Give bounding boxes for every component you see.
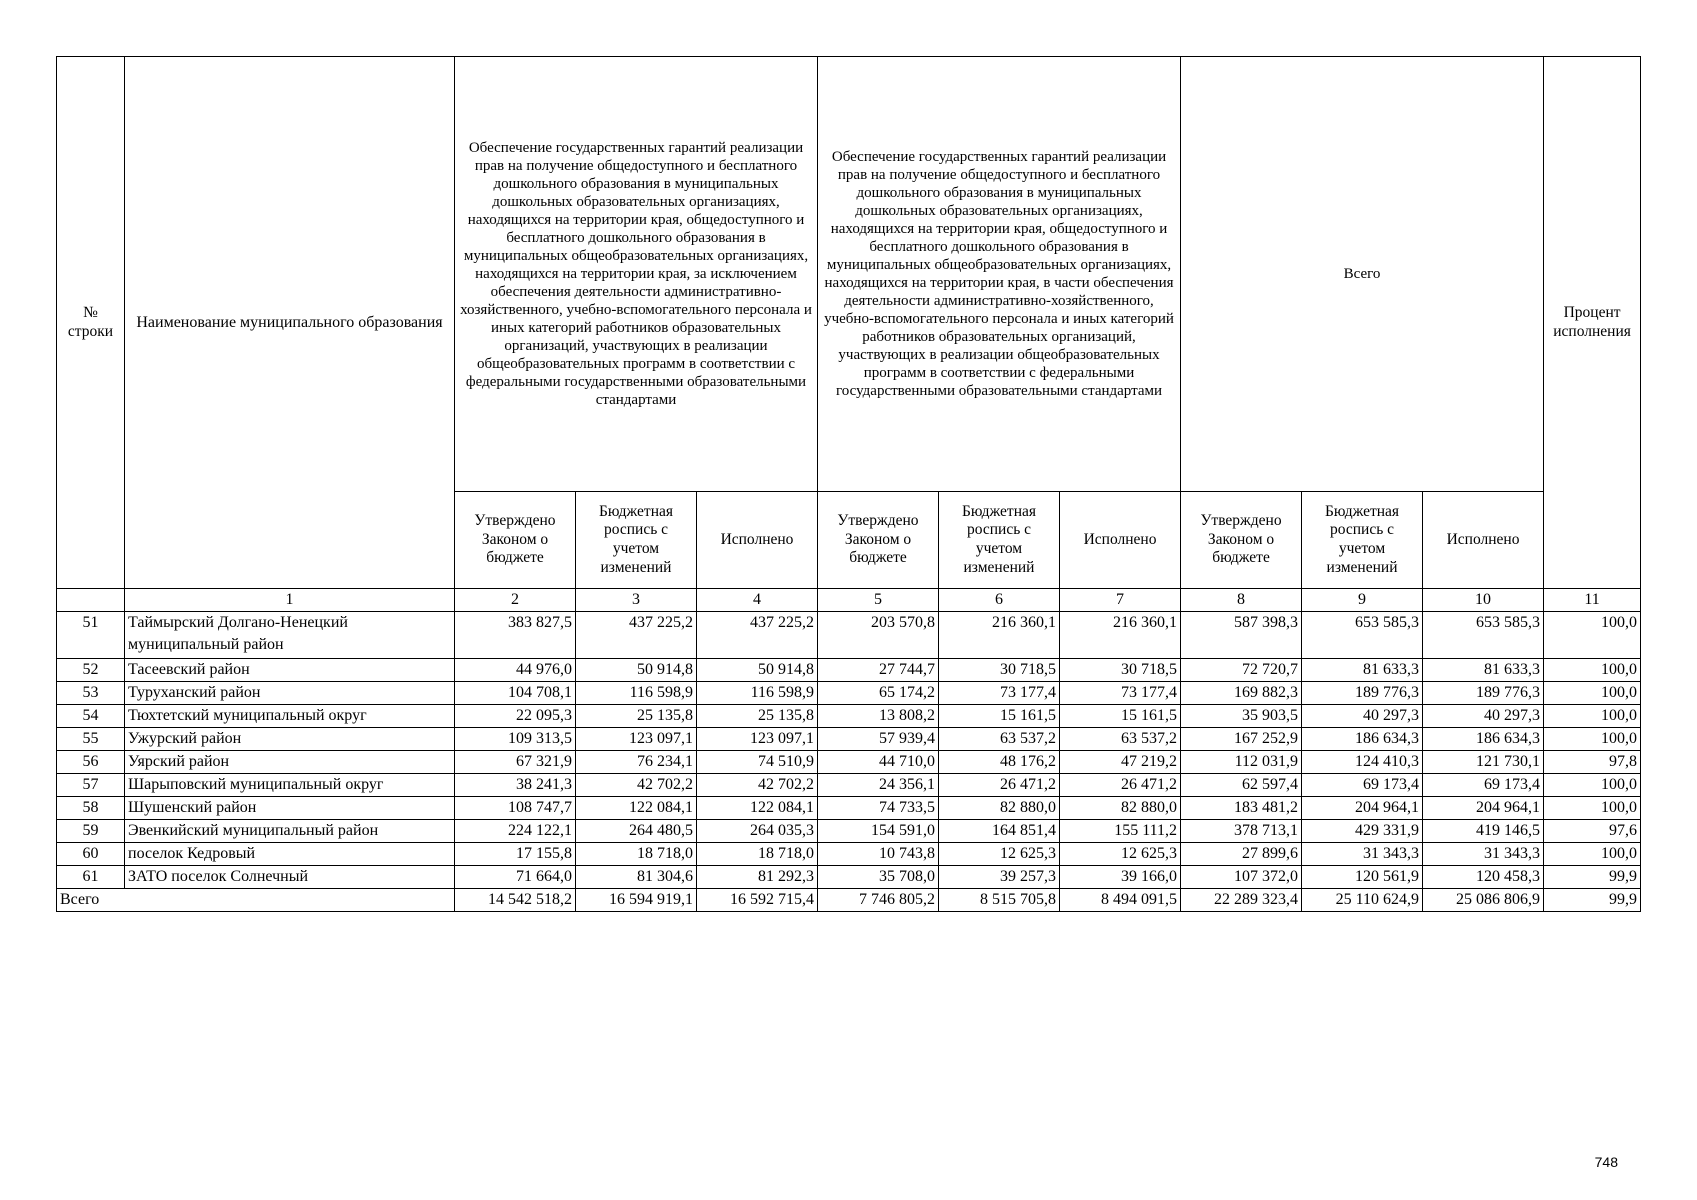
- column-number: 3: [576, 589, 697, 612]
- cell-value: 189 776,3: [1302, 682, 1423, 705]
- cell-value: 107 372,0: [1181, 866, 1302, 889]
- column-number: 4: [697, 589, 818, 612]
- row-number: 51: [57, 612, 125, 659]
- column-number: 6: [939, 589, 1060, 612]
- cell-value: 437 225,2: [697, 612, 818, 659]
- total-value: 22 289 323,4: [1181, 889, 1302, 912]
- cell-percent: 100,0: [1544, 612, 1641, 659]
- header-budget: Бюджетная роспись с учетом изменений: [939, 492, 1060, 589]
- header-approved: Утверждено Законом о бюджете: [818, 492, 939, 589]
- cell-percent: 97,8: [1544, 751, 1641, 774]
- cell-value: 76 234,1: [576, 751, 697, 774]
- cell-value: 419 146,5: [1423, 820, 1544, 843]
- cell-value: 155 111,2: [1060, 820, 1181, 843]
- cell-value: 71 664,0: [455, 866, 576, 889]
- table-row: [57, 774, 1641, 797]
- cell-percent: 100,0: [1544, 728, 1641, 751]
- cell-value: 204 964,1: [1423, 797, 1544, 820]
- table-header: [57, 57, 1641, 589]
- table-row: [57, 705, 1641, 728]
- cell-value: 81 304,6: [576, 866, 697, 889]
- row-number: 61: [57, 866, 125, 889]
- total-value: 16 594 919,1: [576, 889, 697, 912]
- cell-percent: 100,0: [1544, 659, 1641, 682]
- cell-value: 120 561,9: [1302, 866, 1423, 889]
- cell-value: 57 939,4: [818, 728, 939, 751]
- cell-value: 15 161,5: [1060, 705, 1181, 728]
- cell-value: 63 537,2: [1060, 728, 1181, 751]
- total-value: 25 110 624,9: [1302, 889, 1423, 912]
- cell-value: 63 537,2: [939, 728, 1060, 751]
- header-budget: Бюджетная роспись с учетом изменений: [576, 492, 697, 589]
- row-number: 57: [57, 774, 125, 797]
- municipality-name: ЗАТО поселок Солнечный: [125, 866, 455, 889]
- cell-value: 12 625,3: [939, 843, 1060, 866]
- table-row: [57, 659, 1641, 682]
- row-number: 58: [57, 797, 125, 820]
- row-number: 59: [57, 820, 125, 843]
- cell-value: 35 903,5: [1181, 705, 1302, 728]
- cell-value: 74 733,5: [818, 797, 939, 820]
- cell-value: 429 331,9: [1302, 820, 1423, 843]
- cell-value: 13 808,2: [818, 705, 939, 728]
- cell-value: 587 398,3: [1181, 612, 1302, 659]
- total-value: 25 086 806,9: [1423, 889, 1544, 912]
- cell-value: 17 155,8: [455, 843, 576, 866]
- column-number: 2: [455, 589, 576, 612]
- cell-value: 169 882,3: [1181, 682, 1302, 705]
- table-row: [57, 751, 1641, 774]
- row-number: 53: [57, 682, 125, 705]
- table-body: [57, 589, 1641, 912]
- cell-value: 123 097,1: [697, 728, 818, 751]
- row-number: 52: [57, 659, 125, 682]
- total-value: 8 515 705,8: [939, 889, 1060, 912]
- column-number: 10: [1423, 589, 1544, 612]
- total-value: 7 746 805,2: [818, 889, 939, 912]
- cell-value: 50 914,8: [576, 659, 697, 682]
- cell-value: 121 730,1: [1423, 751, 1544, 774]
- cell-value: 73 177,4: [1060, 682, 1181, 705]
- cell-value: 27 744,7: [818, 659, 939, 682]
- header-group-1: Обеспечение государственных гарантий реализации прав на получение общедоступного и бесплатного дошкольного образования в муниципальных дошкольных образовательных организациях, находящихся на территории края, общедоступного и бесплатного дошкольного образования в муниципальных общеобразовательных организациях, находящихся на территории края, за исключением обеспечения деятельности административно-хозяйственного, учебно-вспомогательного персонала и иных категорий работников образовательных организаций, участвующих в реализации общеобразовательных программ в соответствии с федеральными государственными образовательными стандартами: [455, 57, 818, 492]
- row-number: 60: [57, 843, 125, 866]
- cell-value: 120 458,3: [1423, 866, 1544, 889]
- cell-value: 62 597,4: [1181, 774, 1302, 797]
- cell-percent: 100,0: [1544, 774, 1641, 797]
- cell-value: 437 225,2: [576, 612, 697, 659]
- header-percent: Процент исполнения: [1544, 57, 1641, 589]
- cell-value: 82 880,0: [1060, 797, 1181, 820]
- cell-value: 26 471,2: [939, 774, 1060, 797]
- cell-value: 116 598,9: [576, 682, 697, 705]
- column-number: 1: [125, 589, 455, 612]
- cell-value: 18 718,0: [576, 843, 697, 866]
- cell-value: 47 219,2: [1060, 751, 1181, 774]
- row-number: 54: [57, 705, 125, 728]
- cell-value: 203 570,8: [818, 612, 939, 659]
- cell-value: 383 827,5: [455, 612, 576, 659]
- cell-value: 48 176,2: [939, 751, 1060, 774]
- cell-value: 116 598,9: [697, 682, 818, 705]
- header-executed: Исполнено: [1060, 492, 1181, 589]
- table-row: [57, 612, 1641, 659]
- municipality-name: Тасеевский район: [125, 659, 455, 682]
- cell-value: 38 241,3: [455, 774, 576, 797]
- municipality-name: Ужурский район: [125, 728, 455, 751]
- cell-value: 122 084,1: [576, 797, 697, 820]
- cell-value: 44 710,0: [818, 751, 939, 774]
- cell-value: 39 166,0: [1060, 866, 1181, 889]
- header-group-2: Обеспечение государственных гарантий реализации прав на получение общедоступного и бесплатного дошкольного образования в муниципальных дошкольных образовательных организациях, находящихся на территории края, общедоступного и бесплатного дошкольного образования в муниципальных общеобразовательных организациях, находящихся на территории края, в части обеспечения деятельности административно-хозяйственного, учебно-вспомогательного персонала и иных категорий работников образовательных организаций, участвующих в реализации общеобразовательных программ в соответствии с федеральными государственными образовательными стандартами: [818, 57, 1181, 492]
- municipality-name: Уярский район: [125, 751, 455, 774]
- total-percent: 99,9: [1544, 889, 1641, 912]
- budget-execution-table: [56, 56, 1641, 912]
- cell-value: 186 634,3: [1423, 728, 1544, 751]
- table-row: [57, 797, 1641, 820]
- cell-value: 40 297,3: [1423, 705, 1544, 728]
- total-value: 8 494 091,5: [1060, 889, 1181, 912]
- cell-value: 15 161,5: [939, 705, 1060, 728]
- cell-value: 81 633,3: [1423, 659, 1544, 682]
- cell-value: 189 776,3: [1423, 682, 1544, 705]
- cell-value: 25 135,8: [697, 705, 818, 728]
- cell-value: 124 410,3: [1302, 751, 1423, 774]
- cell-value: 67 321,9: [455, 751, 576, 774]
- table-row: [57, 843, 1641, 866]
- cell-value: 224 122,1: [455, 820, 576, 843]
- cell-value: 31 343,3: [1302, 843, 1423, 866]
- column-number: 9: [1302, 589, 1423, 612]
- header-row-number: № строки: [57, 57, 125, 589]
- cell-percent: 100,0: [1544, 843, 1641, 866]
- header-executed: Исполнено: [697, 492, 818, 589]
- cell-value: 40 297,3: [1302, 705, 1423, 728]
- column-number: 11: [1544, 589, 1641, 612]
- column-number: 8: [1181, 589, 1302, 612]
- municipality-name: поселок Кедровый: [125, 843, 455, 866]
- cell-value: 122 084,1: [697, 797, 818, 820]
- cell-value: 26 471,2: [1060, 774, 1181, 797]
- cell-value: 30 718,5: [939, 659, 1060, 682]
- cell-value: 42 702,2: [576, 774, 697, 797]
- cell-value: 39 257,3: [939, 866, 1060, 889]
- header-executed: Исполнено: [1423, 492, 1544, 589]
- cell-percent: 99,9: [1544, 866, 1641, 889]
- cell-value: 44 976,0: [455, 659, 576, 682]
- row-number: 56: [57, 751, 125, 774]
- cell-value: 35 708,0: [818, 866, 939, 889]
- cell-value: 167 252,9: [1181, 728, 1302, 751]
- municipality-name: Эвенкийский муниципальный район: [125, 820, 455, 843]
- cell-value: 653 585,3: [1302, 612, 1423, 659]
- column-number-blank: [57, 589, 125, 612]
- cell-value: 216 360,1: [1060, 612, 1181, 659]
- cell-value: 24 356,1: [818, 774, 939, 797]
- total-value: 14 542 518,2: [455, 889, 576, 912]
- cell-value: 27 899,6: [1181, 843, 1302, 866]
- table-row: [57, 682, 1641, 705]
- cell-value: 42 702,2: [697, 774, 818, 797]
- cell-value: 164 851,4: [939, 820, 1060, 843]
- column-number-row: [57, 589, 1641, 612]
- municipality-name: Туруханский район: [125, 682, 455, 705]
- cell-percent: 100,0: [1544, 705, 1641, 728]
- cell-value: 81 292,3: [697, 866, 818, 889]
- cell-value: 30 718,5: [1060, 659, 1181, 682]
- cell-value: 653 585,3: [1423, 612, 1544, 659]
- cell-value: 82 880,0: [939, 797, 1060, 820]
- cell-value: 69 173,4: [1423, 774, 1544, 797]
- header-group-total: Всего: [1181, 57, 1544, 492]
- municipality-name: Шарыповский муниципальный округ: [125, 774, 455, 797]
- cell-value: 81 633,3: [1302, 659, 1423, 682]
- cell-percent: 100,0: [1544, 682, 1641, 705]
- header-budget: Бюджетная роспись с учетом изменений: [1302, 492, 1423, 589]
- cell-value: 69 173,4: [1302, 774, 1423, 797]
- municipality-name: Тюхтетский муниципальный округ: [125, 705, 455, 728]
- header-municipality-name: Наименование муниципального образования: [125, 57, 455, 589]
- row-number: 55: [57, 728, 125, 751]
- cell-value: 112 031,9: [1181, 751, 1302, 774]
- column-number: 7: [1060, 589, 1181, 612]
- municipality-name: Таймырский Долгано-Ненецкий муниципальный район: [125, 612, 455, 659]
- cell-value: 10 743,8: [818, 843, 939, 866]
- cell-value: 216 360,1: [939, 612, 1060, 659]
- cell-value: 204 964,1: [1302, 797, 1423, 820]
- cell-value: 73 177,4: [939, 682, 1060, 705]
- table-row: [57, 728, 1641, 751]
- page-number: 748: [1594, 1154, 1618, 1170]
- cell-value: 22 095,3: [455, 705, 576, 728]
- cell-value: 74 510,9: [697, 751, 818, 774]
- cell-value: 378 713,1: [1181, 820, 1302, 843]
- total-label: Всего: [57, 889, 455, 912]
- table-row: [57, 866, 1641, 889]
- column-number: 5: [818, 589, 939, 612]
- cell-value: 109 313,5: [455, 728, 576, 751]
- cell-value: 65 174,2: [818, 682, 939, 705]
- header-approved: Утверждено Законом о бюджете: [455, 492, 576, 589]
- cell-value: 186 634,3: [1302, 728, 1423, 751]
- cell-value: 104 708,1: [455, 682, 576, 705]
- header-approved: Утверждено Законом о бюджете: [1181, 492, 1302, 589]
- cell-value: 18 718,0: [697, 843, 818, 866]
- cell-value: 72 720,7: [1181, 659, 1302, 682]
- cell-value: 31 343,3: [1423, 843, 1544, 866]
- cell-value: 108 747,7: [455, 797, 576, 820]
- cell-value: 264 480,5: [576, 820, 697, 843]
- municipality-name: Шушенский район: [125, 797, 455, 820]
- cell-value: 264 035,3: [697, 820, 818, 843]
- cell-value: 183 481,2: [1181, 797, 1302, 820]
- table-row: [57, 820, 1641, 843]
- cell-percent: 97,6: [1544, 820, 1641, 843]
- cell-value: 123 097,1: [576, 728, 697, 751]
- cell-value: 12 625,3: [1060, 843, 1181, 866]
- cell-value: 50 914,8: [697, 659, 818, 682]
- cell-value: 154 591,0: [818, 820, 939, 843]
- total-value: 16 592 715,4: [697, 889, 818, 912]
- cell-value: 25 135,8: [576, 705, 697, 728]
- total-row: [57, 889, 1641, 912]
- cell-percent: 100,0: [1544, 797, 1641, 820]
